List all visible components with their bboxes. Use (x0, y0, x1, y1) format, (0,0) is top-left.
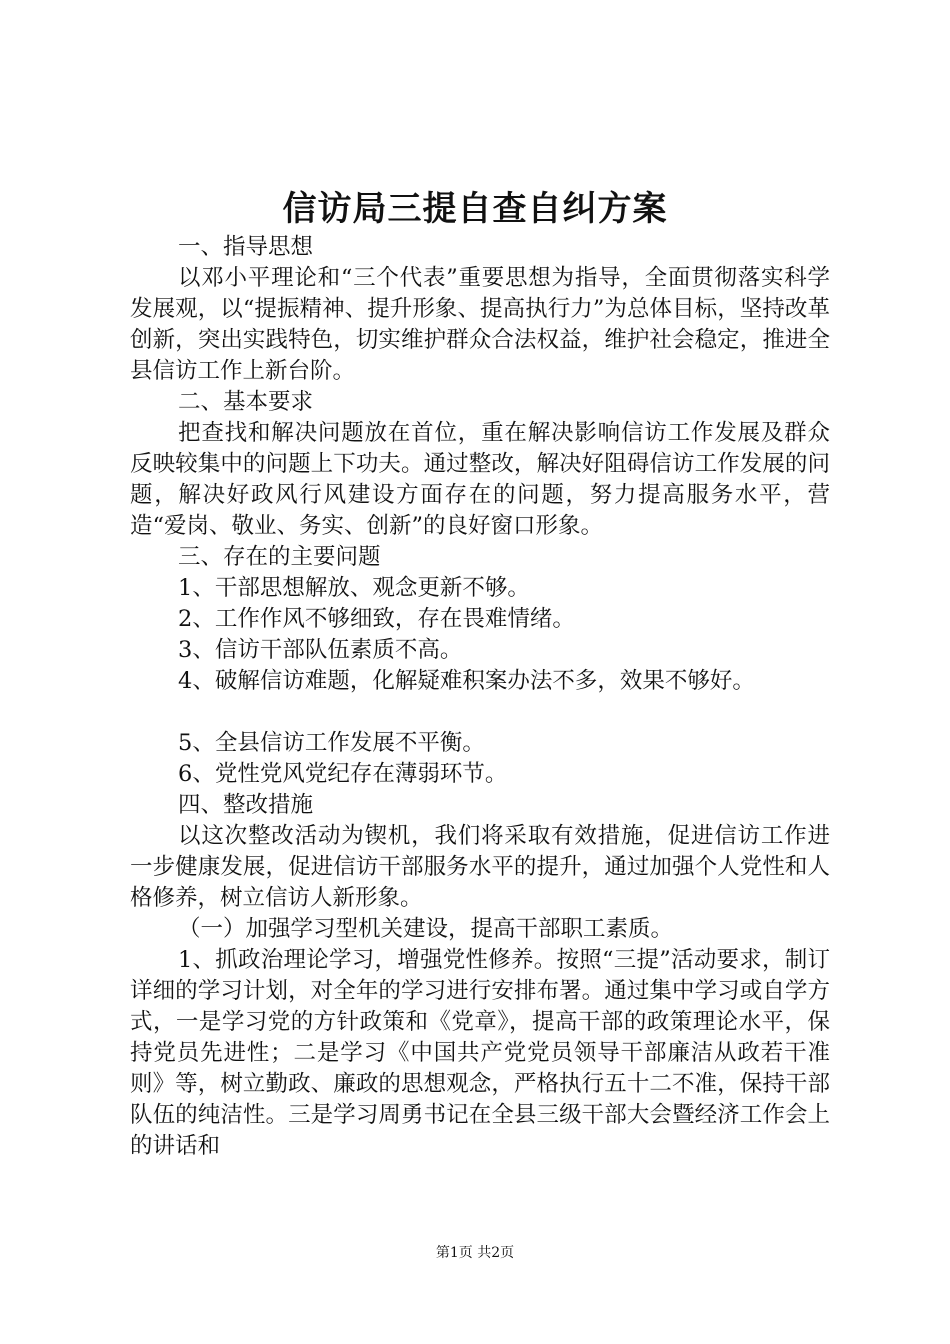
problem-item-4: 4、破解信访难题，化解疑难积案办法不多，效果不够好。 (178, 668, 755, 694)
paragraph-guiding-thought: 以邓小平理论和“三个代表”重要思想为指导，全面贯彻落实科学发展观，以“提振精神、提升形象、提高执行力”为总体目标，坚持改革创新，突出实践特色，切实维护群众合法权益，维护社会稳定，推进全县信访工作上新台阶。 (130, 265, 830, 384)
problem-item-2: 2、工作作风不够细致，存在畏难情绪。 (178, 606, 575, 632)
problem-item-5: 5、全县信访工作发展不平衡。 (178, 730, 485, 756)
document-body (130, 232, 830, 1162)
document-title: 信访局三提自查自纠方案 (282, 189, 668, 229)
paragraph-basic-requirements: 把查找和解决问题放在首位，重在解决影响信访工作发展及群众反映较集中的问题上下功夫。通过整改，解决好阻碍信访工作发展的问题，解决好政风行风建设方面存在的问题，努力提高服务水平，营造“爱岗、敬业、务实、创新”的良好窗口形象。 (130, 420, 830, 539)
problem-item-3: 3、信访干部队伍素质不高。 (178, 637, 463, 663)
section-heading-1: 一、指导思想 (178, 234, 314, 260)
subsection-heading-1: （一）加强学习型机关建设，提高干部职工素质。 (178, 916, 674, 942)
problem-item-1: 1、干部思想解放、观念更新不够。 (178, 575, 530, 601)
problem-item-6: 6、党性党风党纪存在薄弱环节。 (178, 761, 508, 787)
blank-line (130, 697, 830, 728)
section-heading-2: 二、基本要求 (178, 389, 314, 415)
paragraph-rectification-intro: 以这次整改活动为锲机，我们将采取有效措施，促进信访工作进一步健康发展，促进信访干部服务水平的提升，通过加强个人党性和人格修养，树立信访人新形象。 (130, 823, 830, 911)
section-heading-3: 三、存在的主要问题 (178, 544, 381, 570)
paragraph-political-study: 1、抓政治理论学习，增强党性修养。按照“三提”活动要求，制订详细的学习计划，对全年的学习进行安排布署。通过集中学习或自学方式，一是学习党的方针政策和《党章》，提高干部的政策理论水平，保持党员先进性；二是学习《中国共产党党员领导干部廉洁从政若干准则》等，树立勤政、廉政的思想观念，严格执行五十二不准，保持干部队伍的纯洁性。三是学习周勇书记在全县三级干部大会暨经济工作会上的讲话和 (130, 947, 830, 1159)
page-number-footer: 第1页 共2页 (435, 1245, 515, 1261)
section-heading-4: 四、整改措施 (178, 792, 314, 818)
